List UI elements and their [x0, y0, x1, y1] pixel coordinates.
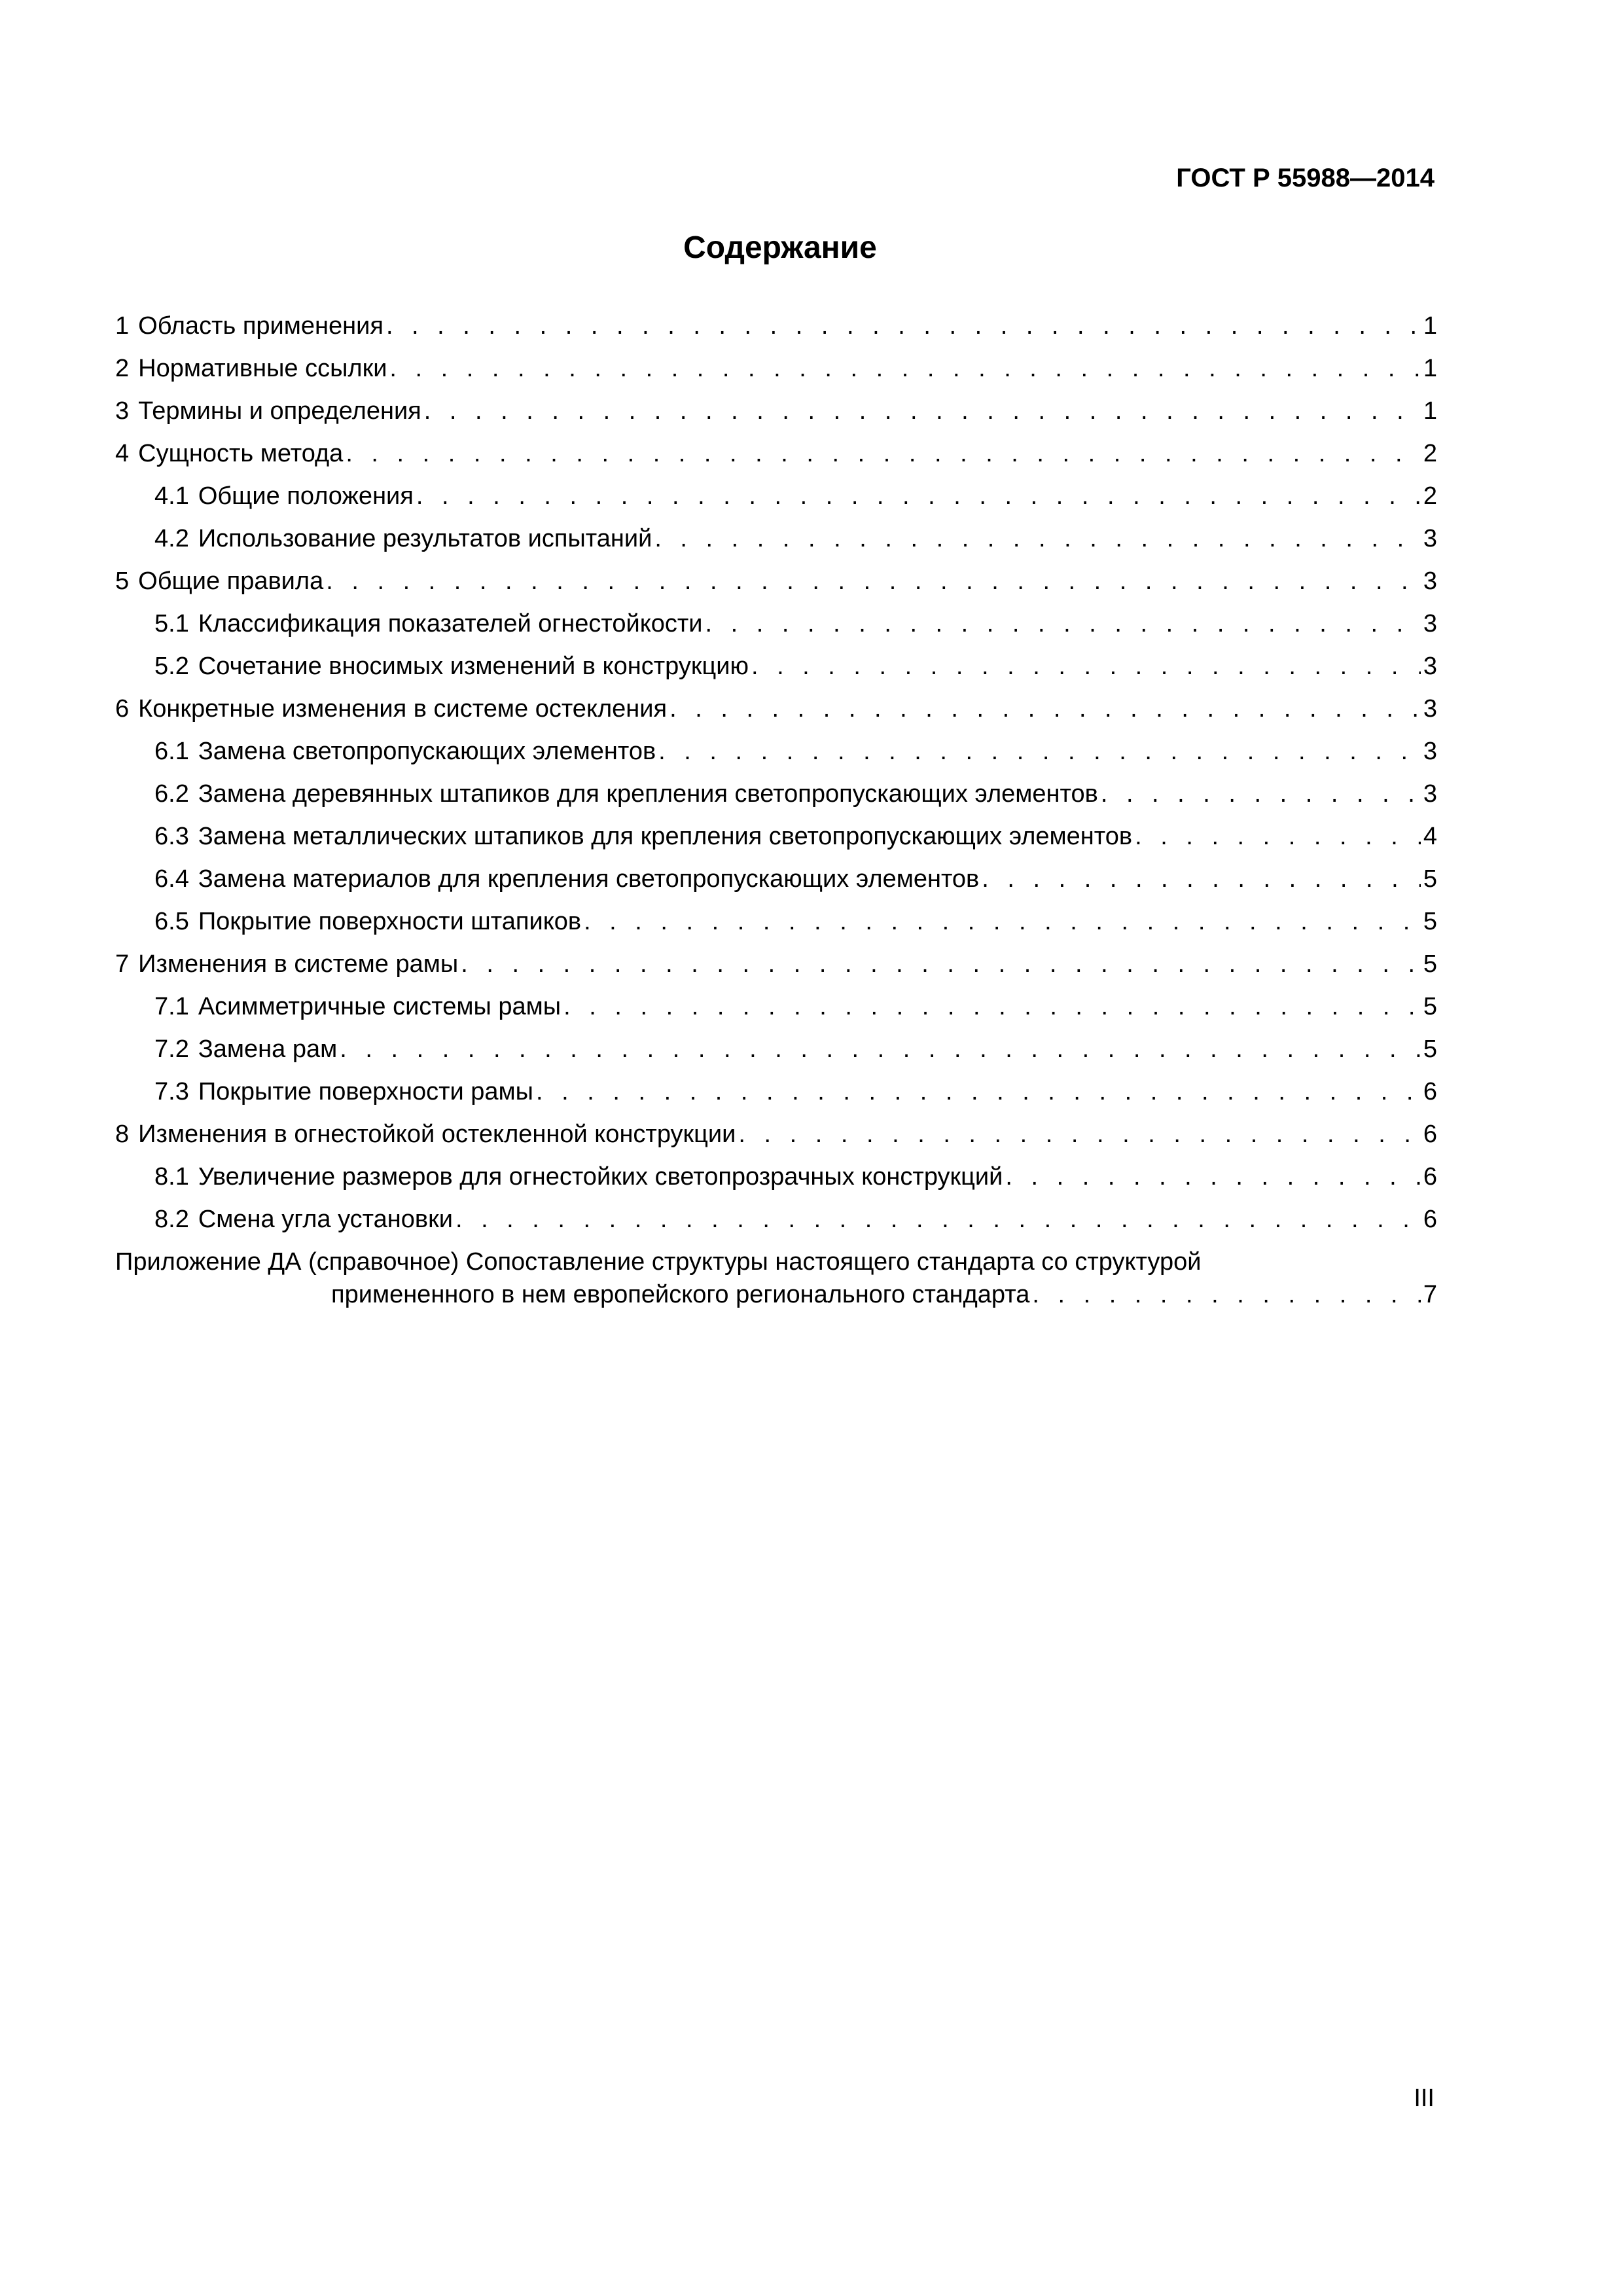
toc-entry-title: Замена рам: [198, 1035, 338, 1063]
toc-entry-title: Использование результатов испытаний: [198, 525, 652, 552]
dot-leader: [658, 737, 1421, 766]
toc-entry-page: 2: [1423, 440, 1437, 467]
toc-entry-page: 5: [1423, 865, 1437, 893]
toc-entry-number: 8: [115, 1121, 130, 1148]
toc-entry-number: 4.2: [154, 525, 189, 552]
toc-entry-title: Изменения в огнестойкой остекленной конструкции: [138, 1121, 736, 1148]
toc-entry[interactable]: [115, 1205, 1437, 1247]
toc-entry-page: 3: [1423, 738, 1437, 765]
toc-entry-number: 4.1: [154, 482, 189, 510]
toc-entry-title: Сущность метода: [138, 440, 344, 467]
dot-leader: [461, 950, 1421, 978]
toc-entry-page: 1: [1423, 312, 1437, 340]
toc-entry[interactable]: [115, 992, 1437, 1035]
toc-entry-title: Нормативные ссылки: [138, 355, 387, 382]
toc-entry-page: 3: [1423, 567, 1437, 595]
dot-leader: [705, 609, 1421, 638]
toc-entry-title: Покрытие поверхности рамы: [198, 1078, 533, 1105]
toc-entry[interactable]: [115, 780, 1437, 822]
toc-entry[interactable]: [115, 1162, 1437, 1205]
toc-entry-title: Сочетание вносимых изменений в конструкцию: [198, 653, 749, 680]
toc-entry-title: Замена светопропускающих элементов: [198, 738, 656, 765]
toc-entry[interactable]: [115, 1077, 1437, 1120]
toc-entry-page: 2: [1423, 482, 1437, 510]
toc-entry-number: 6.1: [154, 738, 189, 765]
toc-entry-title: Покрытие поверхности штапиков: [198, 908, 582, 935]
toc-entry-number: 3: [115, 397, 130, 425]
toc-entry-number: 5: [115, 567, 130, 595]
toc-entry-title: Конкретные изменения в системе остекления: [138, 695, 668, 723]
toc-entry-page: 5: [1423, 1035, 1437, 1063]
toc-entry-page: 1: [1423, 397, 1437, 425]
toc-entry[interactable]: [115, 1120, 1437, 1162]
toc-entry-number: 5.1: [154, 610, 189, 637]
appendix-page: 7: [1423, 1281, 1437, 1308]
dot-leader: [455, 1205, 1421, 1234]
toc-entry-page: 6: [1423, 1078, 1437, 1105]
toc-entry-page: 6: [1423, 1121, 1437, 1148]
toc-entry[interactable]: [115, 439, 1437, 482]
toc-entry-page: 4: [1423, 823, 1437, 850]
toc-entry-number: 6.3: [154, 823, 189, 850]
toc-entry[interactable]: [115, 737, 1437, 780]
toc-entry-page: 3: [1423, 525, 1437, 552]
toc-entry-number: 1: [115, 312, 130, 340]
toc-entry-title: Изменения в системе рамы: [138, 950, 459, 978]
toc-entry-page: 6: [1423, 1206, 1437, 1233]
toc-entry[interactable]: [115, 1035, 1437, 1077]
dot-leader: [1032, 1280, 1421, 1309]
toc-entry-number: 8.2: [154, 1206, 189, 1233]
toc-entry-number: 6.2: [154, 780, 189, 808]
toc-appendix-entry[interactable]: [115, 1247, 1437, 1309]
toc-entry-page: 3: [1423, 780, 1437, 808]
toc-entry-title: Увеличение размеров для огнестойких светопрозрачных конструкций: [198, 1163, 1003, 1191]
toc-entry-title: Замена металлических штапиков для крепления светопропускающих элементов: [198, 823, 1133, 850]
dot-leader: [340, 1035, 1421, 1064]
toc-entry-number: 2: [115, 355, 130, 382]
toc-entry-page: 5: [1423, 993, 1437, 1020]
toc-entry[interactable]: [115, 907, 1437, 950]
toc-entry[interactable]: [115, 312, 1437, 354]
toc-entry[interactable]: [115, 694, 1437, 737]
toc-title: Содержание: [683, 230, 877, 265]
dot-leader: [982, 865, 1421, 893]
toc-entry-number: 4: [115, 440, 130, 467]
toc-entry-page: 5: [1423, 908, 1437, 935]
toc-entry-page: 3: [1423, 653, 1437, 680]
toc-entry[interactable]: [115, 865, 1437, 907]
toc-entry-number: 7.3: [154, 1078, 189, 1105]
toc-entry-title: Общие положения: [198, 482, 414, 510]
dot-leader: [326, 567, 1421, 596]
toc-entry[interactable]: [115, 524, 1437, 567]
dot-leader: [1135, 822, 1421, 851]
toc-entry-page: 6: [1423, 1163, 1437, 1191]
table-of-contents: [115, 312, 1437, 1309]
toc-entry[interactable]: [115, 567, 1437, 609]
dot-leader: [386, 312, 1421, 340]
appendix-title-line2: примененного в нем европейского регионального стандарта: [331, 1281, 1030, 1308]
toc-entry[interactable]: [115, 950, 1437, 992]
toc-entry-title: Смена угла установки: [198, 1206, 453, 1233]
toc-entry-page: 3: [1423, 695, 1437, 723]
toc-entry-title: Область применения: [138, 312, 383, 340]
toc-entry-number: 7.2: [154, 1035, 189, 1063]
toc-entry[interactable]: [115, 822, 1437, 865]
toc-entry-title: Общие правила: [138, 567, 324, 595]
dot-leader: [1005, 1162, 1420, 1191]
dot-leader: [563, 992, 1421, 1021]
dot-leader: [536, 1077, 1421, 1106]
toc-entry-title: Классификация показателей огнестойкости: [198, 610, 703, 637]
toc-entry-title: Замена материалов для крепления светопропускающих элементов: [198, 865, 980, 893]
dot-leader: [584, 907, 1421, 936]
toc-entry-number: 6.4: [154, 865, 189, 893]
toc-entry[interactable]: [115, 397, 1437, 439]
dot-leader: [751, 652, 1421, 681]
toc-entry[interactable]: [115, 354, 1437, 397]
toc-entry[interactable]: [115, 482, 1437, 524]
appendix-title-line1: Приложение ДА (справочное) Сопоставление структуры настоящего стандарта со структурой: [115, 1248, 1202, 1276]
toc-entry[interactable]: [115, 609, 1437, 652]
document-code-header: ГОСТ Р 55988—2014: [1176, 164, 1435, 192]
toc-entry-number: 6: [115, 695, 130, 723]
toc-entry-number: 5.2: [154, 653, 189, 680]
toc-entry-page: 1: [1423, 355, 1437, 382]
appendix-title-line2-row: [115, 1280, 1437, 1309]
toc-entry-page: 3: [1423, 610, 1437, 637]
toc-entry-number: 6.5: [154, 908, 189, 935]
toc-entry-title: Асимметричные системы рамы: [198, 993, 562, 1020]
toc-entry-title: Замена деревянных штапиков для крепления светопропускающих элементов: [198, 780, 1098, 808]
toc-entry-title: Термины и определения: [138, 397, 421, 425]
dot-leader: [669, 694, 1421, 723]
dot-leader: [424, 397, 1421, 425]
dot-leader: [654, 524, 1421, 553]
toc-entry-page: 5: [1423, 950, 1437, 978]
dot-leader: [389, 354, 1420, 383]
toc-entry-number: 7: [115, 950, 130, 978]
page-number: III: [1414, 2085, 1435, 2112]
dot-leader: [416, 482, 1421, 511]
toc-entry-number: 8.1: [154, 1163, 189, 1191]
dot-leader: [346, 439, 1421, 468]
toc-entry-number: 7.1: [154, 993, 189, 1020]
dot-leader: [1101, 780, 1421, 808]
toc-entry[interactable]: [115, 652, 1437, 694]
dot-leader: [738, 1120, 1420, 1149]
